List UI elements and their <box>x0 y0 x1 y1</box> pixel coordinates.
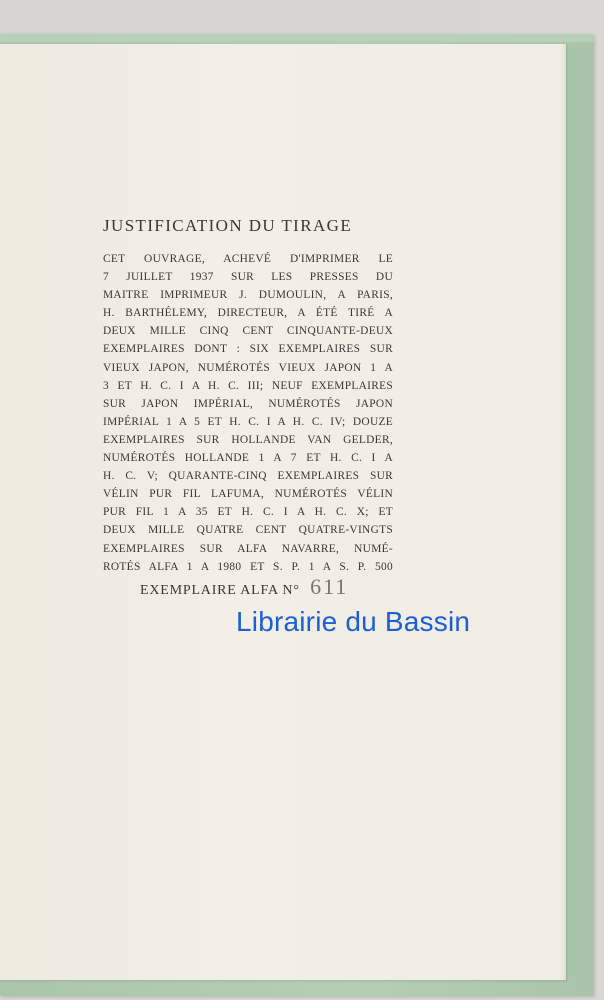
colophon-line: VIEUX JAPON, NUMÉROTÉS VIEUX JAPON 1 A <box>103 361 393 374</box>
colophon-line: NUMÉROTÉS HOLLANDE 1 A 7 ET H. C. I A <box>103 452 393 465</box>
colophon-text-block <box>103 216 393 576</box>
colophon-line: VÉLIN PUR FIL LAFUMA, NUMÉROTÉS VÉLIN <box>103 488 393 501</box>
cover-top-edge <box>0 34 594 42</box>
colophon-line: EXEMPLAIRES SUR ALFA NAVARRE, NUMÉ- <box>103 542 393 555</box>
colophon-line: DEUX MILLE QUATRE CENT QUATRE-VINGTS <box>103 524 393 537</box>
colophon-line: EXEMPLAIRES SUR HOLLANDE VAN GELDER, <box>103 433 393 446</box>
colophon-line: H. BARTHÉLEMY, DIRECTEUR, A ÉTÉ TIRÉ A <box>103 307 393 320</box>
colophon-line: 3 ET H. C. I A H. C. III; NEUF EXEMPLAIRES <box>103 379 393 392</box>
colophon-line: H. C. V; QUARANTE-CINQ EXEMPLAIRES SUR <box>103 470 393 483</box>
bookshop-watermark: Librairie du Bassin <box>236 606 471 637</box>
colophon-line: ROTÉS ALFA 1 A 1980 ET S. P. 1 A S. P. 500 <box>103 560 393 573</box>
exemplaire-line <box>140 574 348 600</box>
colophon-line: PUR FIL 1 A 35 ET H. C. I A H. C. X; ET <box>103 506 393 519</box>
colophon-line: DEUX MILLE CINQ CENT CINQUANTE-DEUX <box>103 325 393 338</box>
colophon-heading: JUSTIFICATION DU TIRAGE <box>103 216 353 235</box>
exemplaire-label: EXEMPLAIRE ALFA N° <box>140 583 300 598</box>
exemplaire-number: 611 <box>310 574 349 599</box>
colophon-line: EXEMPLAIRES DONT : SIX EXEMPLAIRES SUR <box>103 343 393 356</box>
colophon-line: 7 JUILLET 1937 SUR LES PRESSES DU <box>103 271 393 284</box>
colophon-line: MAITRE IMPRIMEUR J. DUMOULIN, A PARIS, <box>103 289 393 302</box>
colophon-body <box>103 250 393 576</box>
page-edge-shadow <box>560 44 566 980</box>
colophon-line: CET OUVRAGE, ACHEVÉ D'IMPRIMER LE <box>103 253 393 265</box>
colophon-line: SUR JAPON IMPÉRIAL, NUMÉROTÉS JAPON <box>103 397 393 410</box>
colophon-line: IMPÉRIAL 1 A 5 ET H. C. I A H. C. IV; DOUZE <box>103 415 393 428</box>
